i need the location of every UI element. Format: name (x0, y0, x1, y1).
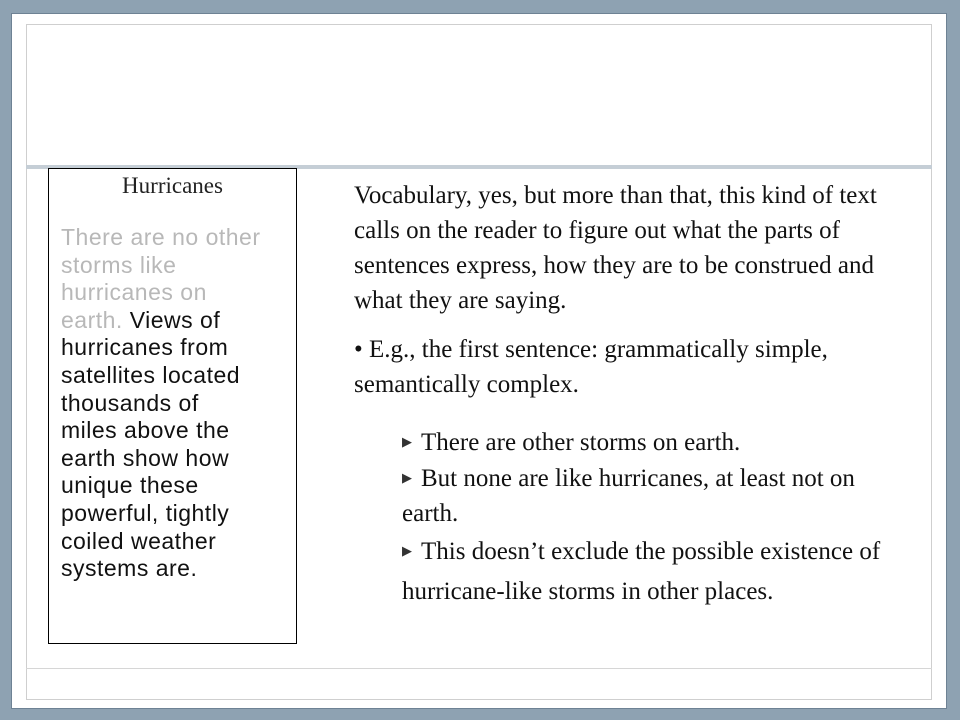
sub-point (402, 531, 914, 612)
sub-point (402, 424, 914, 460)
excerpt-remaining-text: Views of hurricanes from satellites located thousands of miles above the earth show how unique these powerful, tightly coiled weather systems are. (61, 306, 241, 582)
triangle-right-icon: ▶ (402, 434, 412, 449)
main-text (354, 178, 914, 612)
triangle-right-icon: ▶ (402, 543, 412, 558)
footer-divider (26, 668, 932, 669)
triangle-right-icon: ▶ (402, 470, 412, 485)
sub-point-list (354, 424, 914, 612)
excerpt-title: Hurricanes (122, 173, 223, 198)
excerpt-box (48, 168, 297, 644)
sub-point-text: But none are like hurricanes, at least not on earth. (402, 465, 855, 527)
excerpt-faded-sentence: There are no other storms like hurricanes on earth. (61, 224, 261, 333)
sub-point-text: This doesn’t exclude the possible existence of hurricane-like storms in other places. (402, 538, 881, 605)
slide (12, 14, 946, 708)
excerpt-body (61, 224, 261, 583)
sub-point (402, 460, 914, 531)
main-paragraph: Vocabulary, yes, but more than that, this kind of text calls on the reader to figure out what the parts of sentences express, how they are to be construed and what they are saying. (354, 182, 877, 314)
sub-point-text: There are other storms on earth. (421, 429, 741, 456)
main-point: • E.g., the first sentence: grammatically simple, semantically complex. (354, 336, 828, 398)
